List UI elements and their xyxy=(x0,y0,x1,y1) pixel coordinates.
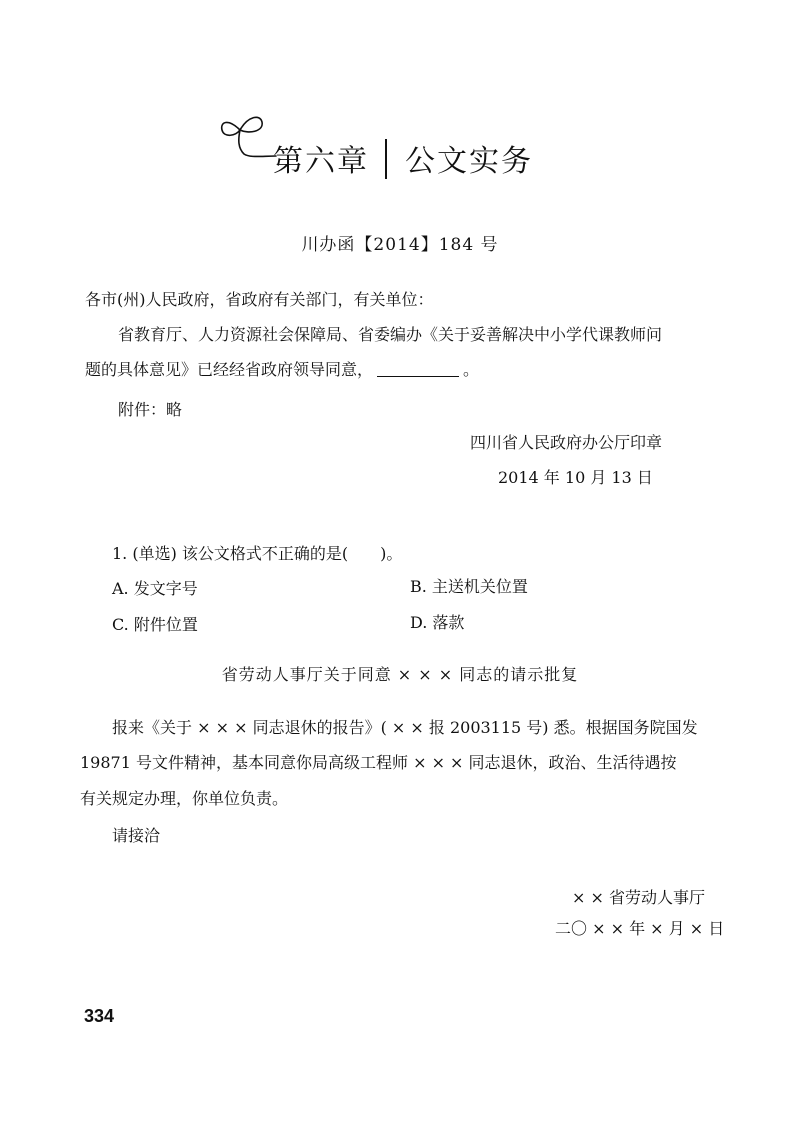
option-d: D. 落款 xyxy=(410,613,465,632)
option-b: B. 主送机关位置 xyxy=(410,577,528,596)
recipients: 各市(州)人民政府，省政府有关部门，有关单位： xyxy=(85,290,434,309)
body-line-2-end: 。 xyxy=(463,360,480,379)
body-line-1: 省教育厅、人力资源社会保障局、省委编办《关于妥善解决中小学代课教师问 xyxy=(118,325,663,344)
reply-line-2: 19871 号文件精神，基本同意你局高级工程师 × × × 同志退休，政治、生活待遇按 xyxy=(80,753,677,772)
reply-date: 二〇 × × 年 × 月 × 日 xyxy=(555,919,725,938)
option-c: C. 附件位置 xyxy=(112,615,198,634)
option-a: A. 发文字号 xyxy=(112,579,198,598)
question-stem: 1. (单选) 该公文格式不正确的是( )。 xyxy=(112,544,403,563)
chapter-title: 公文实务 xyxy=(405,144,533,179)
reply-line-1: 报来《关于 × × × 同志退休的报告》( × × 报 2003115 号) 悉。根据国务院国发 xyxy=(112,718,698,737)
issuer-seal: 四川省人民政府办公厅印章 xyxy=(470,433,663,452)
reply-title: 省劳动人事厅关于同意 × × × 同志的请示批复 xyxy=(221,665,579,684)
issue-date: 2014 年 10 月 13 日 xyxy=(498,468,653,487)
chapter-number: 第六章 xyxy=(273,144,369,179)
answer-blank xyxy=(377,362,459,377)
document-number: 川办函【2014】184 号 xyxy=(301,235,499,255)
page-number: 334 xyxy=(84,1006,115,1026)
body-line-2 xyxy=(85,357,479,380)
chapter-heading xyxy=(273,136,533,180)
title-divider xyxy=(385,139,387,179)
attachment-note: 附件：略 xyxy=(118,400,183,419)
body-line-2-text: 题的具体意见》已经经省政府领导同意， xyxy=(85,360,374,379)
reply-line-3: 有关规定办理，你单位负责。 xyxy=(80,789,289,808)
reply-closing: 请接洽 xyxy=(112,826,161,845)
reply-signature: × × 省劳动人事厅 xyxy=(572,888,705,907)
sprout-icon xyxy=(218,110,280,168)
